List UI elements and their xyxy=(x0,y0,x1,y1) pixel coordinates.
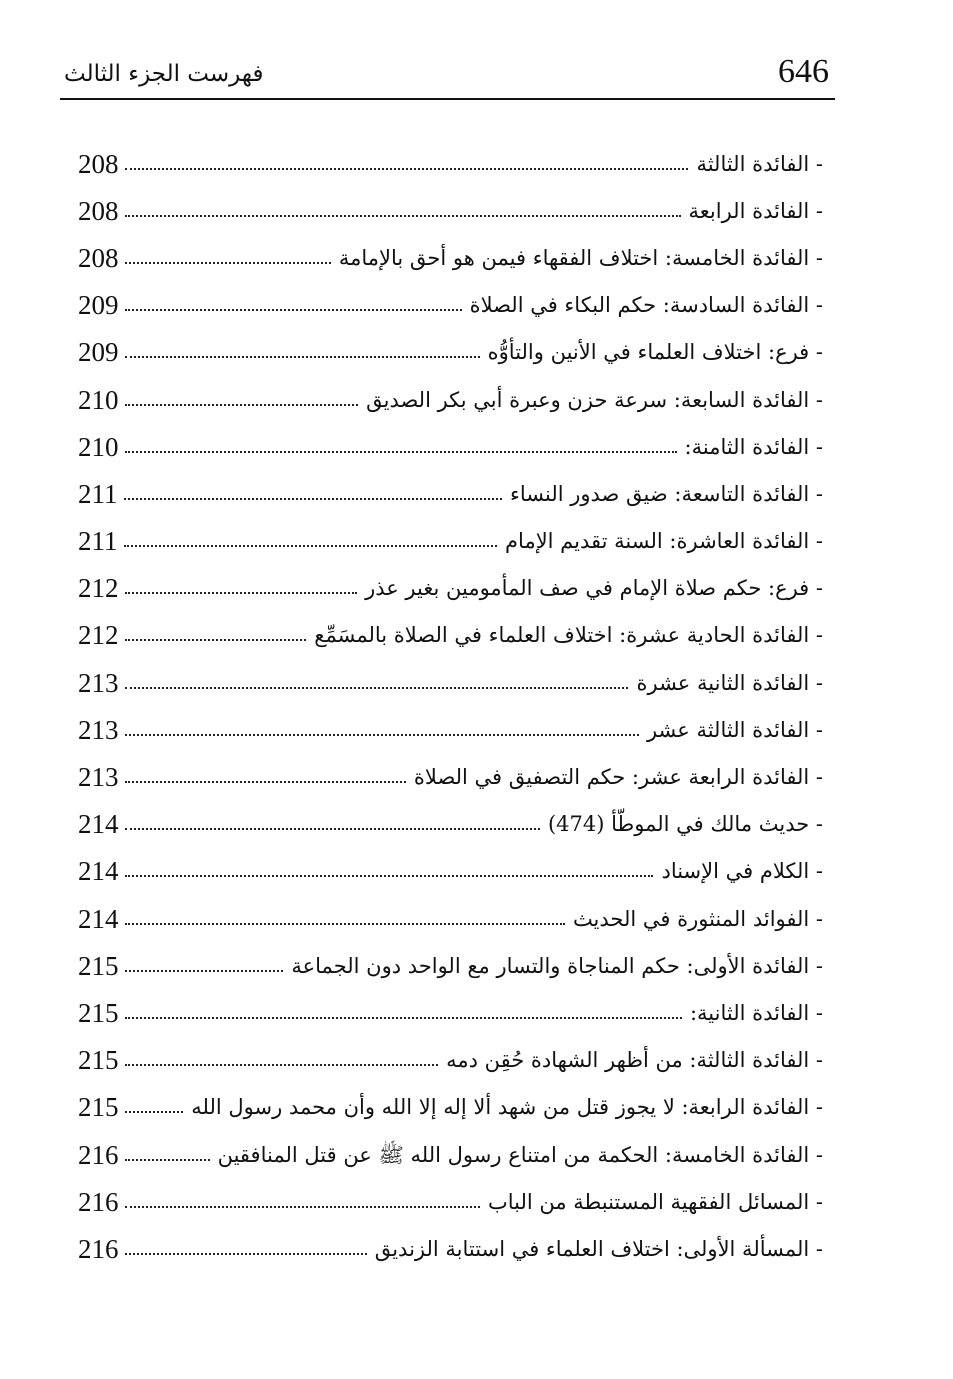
toc-entry-title: - الفائدة السادسة: حكم البكاء في الصلاة xyxy=(469,293,823,318)
toc-entry-title: - الكلام في الإسناد xyxy=(661,859,823,884)
toc-entry xyxy=(78,423,823,470)
dot-leader xyxy=(125,734,639,736)
toc-entry xyxy=(78,140,823,187)
toc-entry-title: - الفائدة الثالثة عشر xyxy=(646,717,823,742)
toc-entry-title: - الفائدة الثانية: xyxy=(689,1000,823,1025)
toc-entry xyxy=(78,801,823,848)
toc-entry xyxy=(78,234,823,281)
toc-entry-page-number: 216 xyxy=(78,1186,119,1217)
dot-leader xyxy=(125,781,406,783)
page-number: 646 xyxy=(778,53,829,90)
toc-entry-page-number: 208 xyxy=(78,195,119,226)
toc-entry-title: - الفائدة الخامسة: الحكمة من امتناع رسول الله ﷺ عن قتل المنافقين xyxy=(217,1142,823,1167)
toc-entry-page-number: 212 xyxy=(78,573,119,604)
dot-leader xyxy=(125,687,629,689)
toc-entry-page-number: 214 xyxy=(78,856,119,887)
toc-entry xyxy=(78,329,823,376)
toc-entry-title: - فرع: حكم صلاة الإمام في صف المأمومين بغير عذر xyxy=(365,576,823,601)
toc-entry xyxy=(78,895,823,942)
dot-leader xyxy=(125,875,654,877)
toc-entry-title: - الفائدة الرابعة عشر: حكم التصفيق في الصلاة xyxy=(413,765,823,790)
toc-entry-page-number: 216 xyxy=(78,1139,119,1170)
toc-entry xyxy=(78,1084,823,1131)
toc-entry-page-number: 215 xyxy=(78,997,119,1028)
dot-leader xyxy=(125,168,689,170)
dot-leader xyxy=(125,1159,210,1161)
toc-entry-page-number: 209 xyxy=(78,290,119,321)
toc-entry xyxy=(78,848,823,895)
dot-leader xyxy=(125,639,307,641)
dot-leader xyxy=(125,356,480,358)
toc-entry-title: - الفائدة التاسعة: ضيق صدور النساء xyxy=(509,481,823,506)
page-header xyxy=(60,48,835,100)
toc-entry-page-number: 215 xyxy=(78,1092,119,1123)
toc-entry xyxy=(78,753,823,800)
toc-entry-page-number: 213 xyxy=(78,762,119,793)
toc-entry-title: - الفائدة الثانية عشرة xyxy=(636,670,823,695)
toc-entry-title: - الفائدة الخامسة: اختلاف الفقهاء فيمن هو أحق بالإمامة xyxy=(338,245,823,270)
dot-leader xyxy=(125,1206,480,1208)
toc-entry-page-number: 209 xyxy=(78,337,119,368)
toc-entry-page-number: 212 xyxy=(78,620,119,651)
toc-entry xyxy=(78,1225,823,1272)
running-title: فهرست الجزء الثالث xyxy=(64,61,264,87)
toc-entry-page-number: 213 xyxy=(78,714,119,745)
toc-entry-page-number: 210 xyxy=(78,431,119,462)
toc-entry-title: - الفائدة السابعة: سرعة حزن وعبرة أبي بكر الصديق xyxy=(366,387,823,412)
toc-entry-title: - الفائدة الرابعة xyxy=(688,198,823,223)
toc-entry xyxy=(78,565,823,612)
dot-leader xyxy=(125,970,284,972)
toc-entry-page-number: 214 xyxy=(78,903,119,934)
toc-entry-page-number: 211 xyxy=(78,526,118,557)
toc-entry xyxy=(78,942,823,989)
toc-entry xyxy=(78,187,823,234)
toc-entry xyxy=(78,989,823,1036)
dot-leader xyxy=(124,545,498,547)
toc-entry-title: - الفوائد المنثورة في الحديث xyxy=(572,906,823,931)
toc-entry-title: - الفائدة الرابعة: لا يجوز قتل من شهد ألا إله إلا الله وأن محمد رسول الله xyxy=(191,1095,823,1120)
toc-entry xyxy=(78,518,823,565)
dot-leader xyxy=(124,498,502,500)
toc-entry-page-number: 211 xyxy=(78,478,118,509)
dot-leader xyxy=(125,1064,439,1066)
dot-leader xyxy=(125,215,681,217)
toc-entry-title: - الفائدة الثالثة xyxy=(696,151,823,176)
toc-entry-title: - فرع: اختلاف العلماء في الأنين والتأوُّه xyxy=(487,340,823,365)
dot-leader xyxy=(125,451,677,453)
toc-entry xyxy=(78,1131,823,1178)
dot-leader xyxy=(125,1017,682,1019)
toc-entry-page-number: 210 xyxy=(78,384,119,415)
toc-entry xyxy=(78,659,823,706)
toc-entry-page-number: 213 xyxy=(78,667,119,698)
toc-entry-page-number: 214 xyxy=(78,809,119,840)
toc-entry-title: - الفائدة الأولى: حكم المناجاة والتسار مع الواحد دون الجماعة xyxy=(291,953,823,978)
table-of-contents xyxy=(78,140,823,1273)
toc-entry xyxy=(78,470,823,517)
dot-leader xyxy=(125,923,565,925)
toc-entry-title: - الفائدة الثالثة: من أظهر الشهادة حُقِن دمه xyxy=(446,1048,823,1073)
dot-leader xyxy=(125,1111,184,1113)
toc-entry-page-number: 216 xyxy=(78,1233,119,1264)
toc-entry-title: - حديث مالك في الموطّأ (474) xyxy=(547,812,823,837)
toc-entry-page-number: 208 xyxy=(78,148,119,179)
toc-entry-title: - المسائل الفقهية المستنبطة من الباب xyxy=(487,1189,823,1214)
toc-entry-page-number: 215 xyxy=(78,950,119,981)
dot-leader xyxy=(125,828,540,830)
toc-entry-title: - الفائدة العاشرة: السنة تقديم الإمام xyxy=(505,529,823,554)
toc-entry xyxy=(78,1178,823,1225)
toc-entry xyxy=(78,376,823,423)
dot-leader xyxy=(125,309,462,311)
dot-leader xyxy=(125,592,358,594)
toc-entry xyxy=(78,1037,823,1084)
toc-entry-title: - المسألة الأولى: اختلاف العلماء في استتابة الزنديق xyxy=(374,1236,823,1261)
toc-entry-page-number: 215 xyxy=(78,1045,119,1076)
dot-leader xyxy=(125,262,331,264)
toc-entry xyxy=(78,282,823,329)
toc-entry xyxy=(78,706,823,753)
dot-leader xyxy=(125,1253,367,1255)
toc-entry-title: - الفائدة الحادية عشرة: اختلاف العلماء في الصلاة بالمسَمِّع xyxy=(314,623,823,648)
toc-entry-title: - الفائدة الثامنة: xyxy=(684,434,823,459)
toc-entry-page-number: 208 xyxy=(78,242,119,273)
dot-leader xyxy=(125,404,359,406)
toc-entry xyxy=(78,612,823,659)
